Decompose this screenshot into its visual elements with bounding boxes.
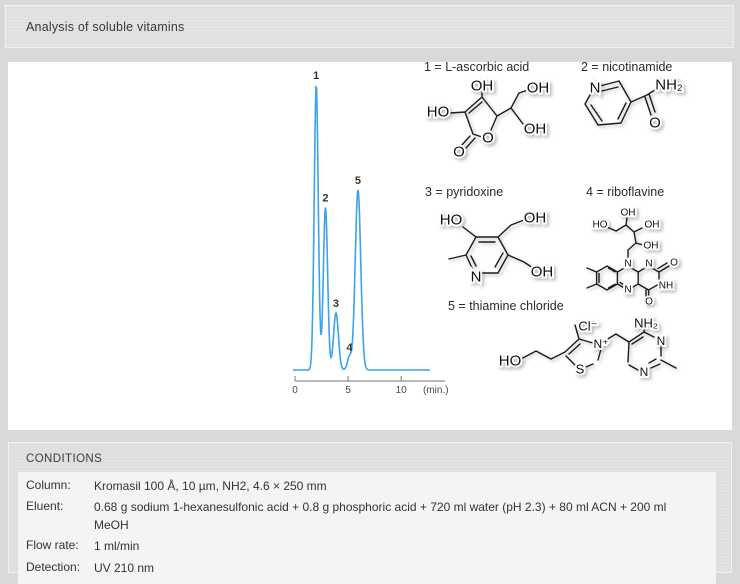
atom-label: S — [575, 361, 585, 377]
structure-riboflavine — [586, 185, 714, 305]
atom-label: OH — [523, 209, 547, 227]
chromatogram-svg — [255, 65, 450, 400]
chromatogram-trace — [293, 87, 430, 370]
condition-value: Kromasil 100 Å, 10 µm, NH2, 4.6 × 250 mm — [94, 479, 327, 493]
peak-label: 4 — [346, 341, 353, 354]
x-axis — [295, 376, 445, 381]
atom-label: OH — [526, 79, 550, 97]
atom-label: O — [482, 129, 494, 147]
peak-label: 3 — [332, 298, 340, 310]
structure-caption: 4 = riboflavine — [586, 185, 665, 199]
atom-label: OH — [470, 77, 494, 95]
atom-label: O — [645, 296, 653, 305]
structure-pyridoxine — [425, 185, 575, 299]
atom-label: HO — [426, 103, 450, 121]
peak-label: 1 — [313, 70, 320, 82]
x-tick-label: 5 — [345, 385, 351, 396]
structure-drawing-thiamine — [448, 315, 693, 397]
condition-label: Detection: — [26, 559, 81, 574]
atom-label: OH — [530, 263, 554, 281]
structure-drawing-nicotinamide — [581, 76, 706, 161]
structure-caption: 5 = thiamine chloride — [448, 299, 564, 313]
atom-label: OH — [523, 120, 547, 138]
atom-label: OH — [643, 240, 659, 252]
condition-label: Eluent: — [26, 499, 64, 514]
condition-label: Flow rate: — [26, 538, 79, 553]
atom-label: NH₂ — [655, 76, 683, 94]
atom-label: O — [649, 114, 661, 132]
atom-label: N — [589, 79, 601, 97]
atom-label: N — [645, 258, 653, 270]
condition-row — [18, 558, 716, 579]
page-title: Analysis of soluble vitamins — [26, 19, 185, 34]
x-tick-label: 0 — [292, 385, 298, 396]
x-axis-unit: (min.) — [423, 385, 449, 396]
atom-label: N — [656, 334, 666, 348]
atom-label: OH — [620, 207, 636, 219]
structure-drawing-riboflavine — [586, 201, 714, 305]
condition-value: 0.68 g sodium 1-hexanesulfonic acid + 0.8 g phosphoric acid + 720 ml water (pH 2.3) + 80 ml ACN + 200 ml MeOH — [94, 500, 667, 532]
structure-nicotinamide — [581, 60, 706, 161]
structure-drawing-ascorbic-acid — [424, 76, 569, 166]
structure-caption: 2 = nicotinamide — [581, 60, 673, 74]
conditions-table — [18, 472, 716, 584]
structure-ascorbic-acid — [424, 60, 569, 166]
atom-label: N — [624, 284, 632, 296]
atom-label: N⁺ — [593, 337, 609, 351]
title-bar — [5, 5, 734, 48]
atom-label: NH — [658, 280, 674, 292]
peak-label: 5 — [354, 174, 362, 187]
condition-row — [18, 497, 716, 536]
atom-label: N — [470, 268, 482, 286]
structure-caption: 1 = L-ascorbic acid — [424, 60, 530, 74]
conditions-panel — [8, 442, 732, 573]
condition-row — [18, 476, 716, 497]
x-tick-label: 10 — [395, 385, 407, 396]
conditions-heading: CONDITIONS — [26, 453, 103, 465]
atom-label: N — [624, 258, 632, 270]
condition-label: Column: — [26, 478, 71, 492]
peak-label: 2 — [322, 192, 329, 205]
atom-label: HO — [592, 219, 608, 231]
structure-drawing-pyridoxine — [425, 201, 575, 299]
atom-label: Cl⁻ — [578, 318, 598, 334]
atom-label: NH₂ — [634, 315, 658, 331]
condition-value: 1 ml/min — [94, 539, 140, 554]
atom-label: HO — [439, 211, 463, 229]
atom-label: N — [639, 365, 649, 379]
condition-row — [18, 536, 716, 557]
atom-label: O — [670, 257, 678, 269]
structure-thiamine-chloride — [448, 296, 693, 397]
atom-label: HO — [498, 352, 522, 370]
condition-value: UV 210 nm — [94, 560, 155, 575]
atom-label: O — [453, 143, 465, 161]
main-panel — [8, 62, 732, 430]
atom-label: OH — [644, 219, 660, 231]
structure-caption: 3 = pyridoxine — [425, 185, 504, 199]
